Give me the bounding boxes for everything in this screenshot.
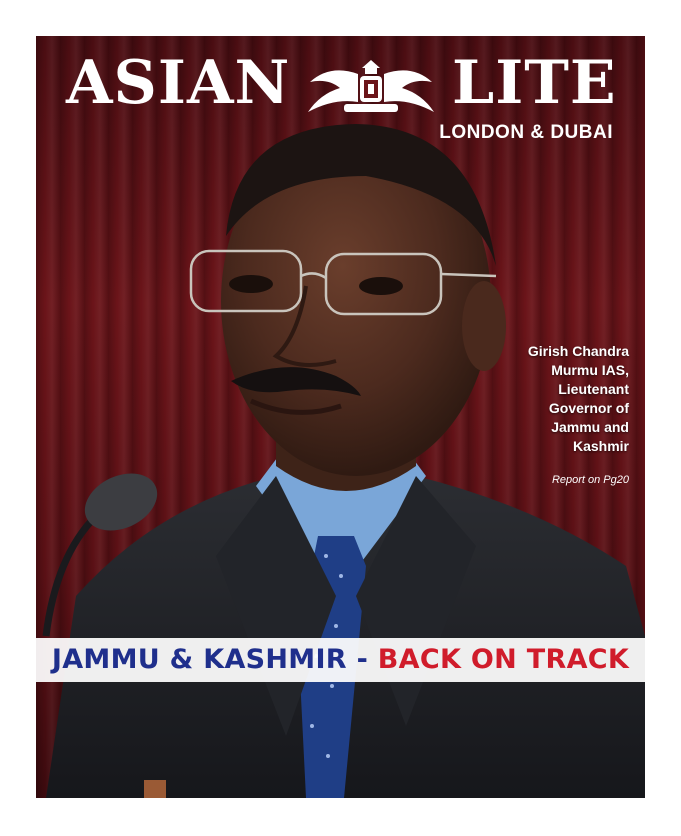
headline-part-2: BACK ON TRACK bbox=[377, 644, 630, 675]
caption-line: Murmu IAS, bbox=[551, 362, 629, 378]
cover-caption bbox=[499, 342, 629, 456]
caption-line: Lieutenant bbox=[558, 381, 629, 397]
masthead-subtitle: LONDON & DUBAI bbox=[439, 122, 613, 143]
headline-part-1: JAMMU & KASHMIR - bbox=[51, 644, 378, 675]
magazine-cover bbox=[36, 36, 645, 798]
headline-banner bbox=[36, 638, 645, 682]
masthead-title-right: LITE bbox=[452, 48, 617, 118]
royal-crest-icon bbox=[300, 54, 442, 120]
masthead-title-left: ASIAN bbox=[66, 48, 291, 118]
caption-line: Jammu and bbox=[551, 419, 629, 435]
caption-line: Girish Chandra bbox=[527, 343, 629, 359]
caption-line: Governor of bbox=[548, 400, 629, 416]
caption-line: Kashmir bbox=[572, 438, 629, 454]
report-page-reference: Report on Pg20 bbox=[551, 474, 629, 486]
masthead bbox=[36, 48, 645, 143]
